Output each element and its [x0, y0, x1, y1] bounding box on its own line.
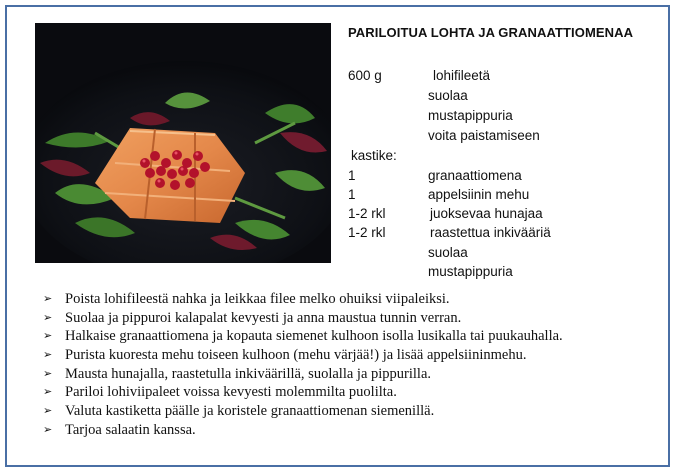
sauce-qty: 1	[348, 187, 356, 202]
arrow-bullet-icon: ➢	[43, 423, 53, 436]
sauce-item: raastettua inkivääriä	[430, 225, 551, 240]
instruction-step	[43, 383, 563, 402]
arrow-bullet-icon: ➢	[43, 311, 53, 324]
sauce-qty: 1	[348, 168, 356, 183]
instruction-step	[43, 309, 563, 328]
instruction-text: Purista kuoresta mehu toiseen kulhoon (mehu värjää!) ja lisää appelsiininmehu.	[65, 347, 527, 364]
sauce-heading: kastike:	[351, 148, 397, 163]
salmon-dish-photo	[35, 23, 331, 263]
instruction-step	[43, 402, 563, 421]
instruction-step	[43, 365, 563, 384]
instruction-step	[43, 346, 563, 365]
sauce-item: juoksevaa hunajaa	[430, 206, 543, 221]
instruction-list	[43, 290, 563, 440]
arrow-bullet-icon: ➢	[43, 405, 53, 418]
ingredient-item: mustapippuria	[428, 108, 513, 123]
sauce-item: suolaa	[428, 245, 468, 260]
arrow-bullet-icon: ➢	[43, 330, 53, 343]
sauce-item: mustapippuria	[428, 264, 513, 279]
arrow-bullet-icon: ➢	[43, 293, 53, 305]
instruction-step	[43, 327, 563, 346]
instruction-step	[43, 290, 563, 309]
arrow-bullet-icon: ➢	[43, 349, 53, 362]
recipe-title: PARILOITUA LOHTA JA GRANAATTIOMENAA	[348, 25, 634, 40]
sauce-item: appelsiinin mehu	[428, 187, 530, 202]
instruction-text: Pariloi lohiviipaleet voissa kevyesti molemmilta puolilta.	[65, 384, 397, 401]
sauce-item: granaattiomena	[428, 168, 522, 183]
recipe-card	[5, 5, 670, 467]
arrow-bullet-icon: ➢	[43, 367, 53, 380]
instruction-text: Suolaa ja pippuroi kalapalat kevyesti ja anna maustua tunnin verran.	[65, 309, 462, 326]
instruction-text: Tarjoa salaatin kanssa.	[65, 421, 196, 438]
ingredient-item: suolaa	[428, 88, 468, 103]
instruction-text: Mausta hunajalla, raastetulla inkiväärillä, suolalla ja pippurilla.	[65, 365, 432, 382]
instruction-step	[43, 421, 563, 440]
sauce-qty: 1-2 rkl	[348, 206, 386, 221]
ingredient-item: voita paistamiseen	[428, 128, 540, 143]
instruction-text: Valuta kastiketta päälle ja koristele granaattiomenan siemenillä.	[65, 403, 435, 420]
ingredient-item: lohifileetä	[433, 68, 491, 83]
arrow-bullet-icon: ➢	[43, 386, 53, 399]
instruction-text: Halkaise granaattiomena ja kopauta siemenet kulhoon isolla lusikalla tai puukauhalla.	[65, 328, 563, 345]
instruction-text: Poista lohifileestä nahka ja leikkaa filee melko ohuiksi viipaleiksi.	[65, 291, 450, 307]
sauce-qty: 1-2 rkl	[348, 225, 386, 240]
salmon-dish-illustration	[35, 23, 331, 263]
ingredient-qty: 600 g	[348, 68, 382, 83]
